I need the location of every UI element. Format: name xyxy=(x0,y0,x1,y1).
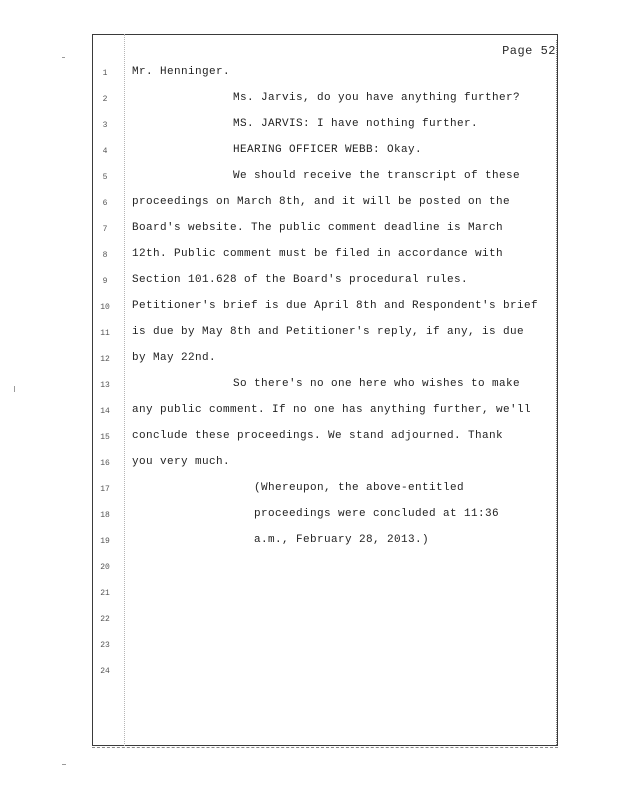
line-text: We should receive the transcript of these xyxy=(233,170,521,182)
line-number: 21 xyxy=(100,589,110,598)
line-text: HEARING OFFICER WEBB: Okay. xyxy=(233,144,423,156)
line-text: Petitioner's brief is due April 8th and Respondent's brief xyxy=(132,300,539,312)
line-text: Ms. Jarvis, do you have anything further? xyxy=(233,92,521,104)
transcript-line xyxy=(0,324,618,350)
transcript-line xyxy=(0,402,618,428)
line-number: 19 xyxy=(100,537,110,546)
line-number: 22 xyxy=(100,615,110,624)
transcript-line xyxy=(0,142,618,168)
line-number: 8 xyxy=(102,251,108,260)
line-text: proceedings on March 8th, and it will be posted on the xyxy=(132,196,511,208)
line-number: 13 xyxy=(100,381,110,390)
transcript-line xyxy=(0,220,618,246)
transcript-line xyxy=(0,636,618,662)
line-text: any public comment. If no one has anything further, we'll xyxy=(132,404,532,416)
transcript-line xyxy=(0,194,618,220)
transcript-line xyxy=(0,376,618,402)
line-number: 12 xyxy=(100,355,110,364)
transcript-line xyxy=(0,350,618,376)
line-number: 15 xyxy=(100,433,110,442)
transcript-line xyxy=(0,454,618,480)
line-text: by May 22nd. xyxy=(132,352,217,364)
transcript-line xyxy=(0,298,618,324)
line-number: 24 xyxy=(100,667,110,676)
line-number: 6 xyxy=(102,199,108,208)
transcript-line xyxy=(0,480,618,506)
line-text: conclude these proceedings. We stand adjourned. Thank xyxy=(132,430,504,442)
transcript-line xyxy=(0,90,618,116)
line-text: Mr. Henninger. xyxy=(132,66,231,78)
transcript-line xyxy=(0,584,618,610)
line-text: (Whereupon, the above-entitled xyxy=(254,482,465,494)
line-number: 18 xyxy=(100,511,110,520)
line-text: Section 101.628 of the Board's procedural rules. xyxy=(132,274,469,286)
line-number: 16 xyxy=(100,459,110,468)
line-text: a.m., February 28, 2013.) xyxy=(254,534,430,546)
line-number: 14 xyxy=(100,407,110,416)
line-number: 20 xyxy=(100,563,110,572)
line-text: So there's no one here who wishes to make xyxy=(233,378,521,390)
transcript-line xyxy=(0,272,618,298)
line-number: 11 xyxy=(100,329,110,338)
line-number: 7 xyxy=(102,225,108,234)
line-number: 4 xyxy=(102,147,108,156)
transcript-line xyxy=(0,168,618,194)
scan-speck xyxy=(62,764,66,765)
line-text: MS. JARVIS: I have nothing further. xyxy=(233,118,479,130)
transcript-line xyxy=(0,610,618,636)
scan-speck xyxy=(14,386,15,392)
transcript-line xyxy=(0,246,618,272)
transcript-line xyxy=(0,662,618,688)
line-text: is due by May 8th and Petitioner's reply, if any, is due xyxy=(132,326,525,338)
transcript-line xyxy=(0,64,618,90)
line-number: 23 xyxy=(100,641,110,650)
scan-speck xyxy=(62,57,65,58)
line-number: 1 xyxy=(102,69,108,78)
transcript-line xyxy=(0,532,618,558)
line-text: Board's website. The public comment deadline is March xyxy=(132,222,504,234)
line-text: proceedings were concluded at 11:36 xyxy=(254,508,500,520)
line-number: 17 xyxy=(100,485,110,494)
line-text: you very much. xyxy=(132,456,231,468)
line-number: 2 xyxy=(102,95,108,104)
line-number: 5 xyxy=(102,173,108,182)
transcript-line xyxy=(0,506,618,532)
transcript-line xyxy=(0,116,618,142)
line-number: 10 xyxy=(100,303,110,312)
transcript-line xyxy=(0,428,618,454)
line-number: 9 xyxy=(102,277,108,286)
transcript-line xyxy=(0,558,618,584)
page-number: Page 52 xyxy=(502,44,556,58)
line-number: 3 xyxy=(102,121,108,130)
line-text: 12th. Public comment must be filed in accordance with xyxy=(132,248,504,260)
